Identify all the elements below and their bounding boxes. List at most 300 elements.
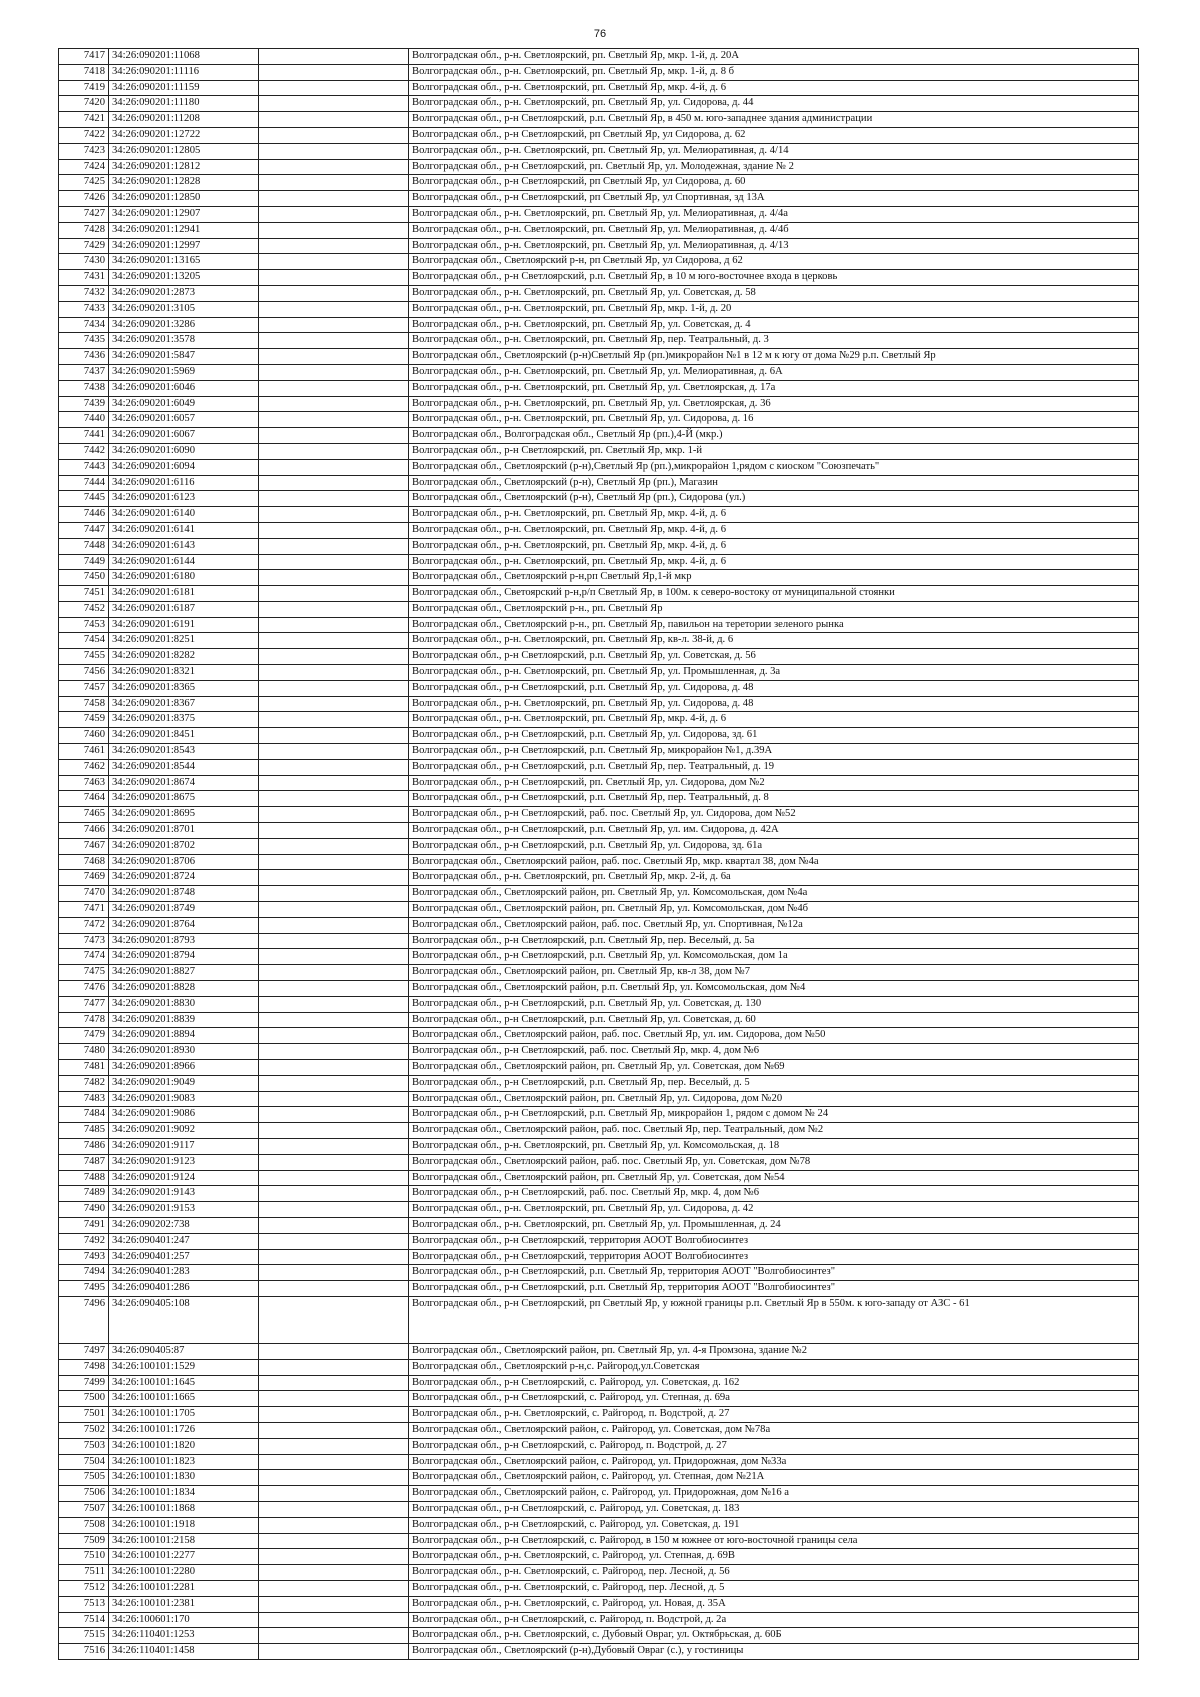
table-row	[59, 1060, 1139, 1076]
address: Волгоградская обл., Светлоярский район, рп. Светлый Яр, ул. 4-я Промзона, здание №2	[409, 1343, 1139, 1359]
cadastral-number: 34:26:090201:6046	[109, 380, 259, 396]
table-row	[59, 1533, 1139, 1549]
row-number: 7418	[59, 64, 109, 80]
blank-cell	[259, 1281, 409, 1297]
address: Волгоградская обл., р-н. Светлоярский, с. Дубовый Овраг, ул. Октябрьская, д. 60Б	[409, 1628, 1139, 1644]
cadastral-number: 34:26:090201:8544	[109, 759, 259, 775]
cadastral-number: 34:26:090201:8695	[109, 807, 259, 823]
blank-cell	[259, 1407, 409, 1423]
row-number: 7487	[59, 1154, 109, 1170]
row-number: 7441	[59, 428, 109, 444]
blank-cell	[259, 1028, 409, 1044]
address: Волгоградская обл., р-н Светлоярский, р.п. Светлый Яр, в 450 м. юго-западнее здания администрации	[409, 112, 1139, 128]
address: Волгоградская обл., р-н. Светлоярский, рп. Светлый Яр, ул. Мелиоративная, д. 4/4а	[409, 206, 1139, 222]
cadastral-number: 34:26:100101:2381	[109, 1596, 259, 1612]
row-number: 7514	[59, 1612, 109, 1628]
table-row	[59, 1391, 1139, 1407]
row-number: 7421	[59, 112, 109, 128]
address: Волгоградская обл., р-н Светлоярский, рп. Светлый Яр, ул. Молодежная, здание № 2	[409, 159, 1139, 175]
row-number: 7466	[59, 823, 109, 839]
table-row	[59, 680, 1139, 696]
address: Волгоградская обл., р-н Светлоярский, с. Райгород, п. Водстрой, д. 27	[409, 1438, 1139, 1454]
table-row	[59, 886, 1139, 902]
row-number: 7492	[59, 1233, 109, 1249]
row-number: 7490	[59, 1202, 109, 1218]
address: Волгоградская обл., р-н Светлоярский, с. Райгород, ул. Советская, д. 191	[409, 1517, 1139, 1533]
row-number: 7452	[59, 601, 109, 617]
table-row	[59, 380, 1139, 396]
cadastral-number: 34:26:090201:9083	[109, 1091, 259, 1107]
address: Волгоградская обл., Светлоярский (р-н), Светлый Яр (рп.), Сидорова (ул.)	[409, 491, 1139, 507]
row-number: 7447	[59, 522, 109, 538]
table-row	[59, 206, 1139, 222]
blank-cell	[259, 854, 409, 870]
address: Волгоградская обл., Светлоярский район, рп. Светлый Яр, ул. Комсомольская, дом №4б	[409, 902, 1139, 918]
address: Волгоградская обл., р-н Светлоярский, р.п. Светлый Яр, ул. Сидорова, зд. 61	[409, 728, 1139, 744]
blank-cell	[259, 1249, 409, 1265]
cadastral-number: 34:26:090201:8321	[109, 665, 259, 681]
address: Волгоградская обл., Светлоярский р-н., рп. Светлый Яр, павильон на теретории зеленого рынка	[409, 617, 1139, 633]
cadastral-number: 34:26:090201:8930	[109, 1044, 259, 1060]
blank-cell	[259, 570, 409, 586]
cadastral-number: 34:26:090202:738	[109, 1217, 259, 1233]
table-row	[59, 1138, 1139, 1154]
row-number: 7491	[59, 1217, 109, 1233]
address: Волгоградская обл., р-н Светлоярский, р.п. Светлый Яр, ул. Сидорова, зд. 61а	[409, 838, 1139, 854]
blank-cell	[259, 744, 409, 760]
blank-cell	[259, 1391, 409, 1407]
address: Волгоградская обл., Светлоярский район, рп. Светлый Яр, ул. Советская, дом №69	[409, 1060, 1139, 1076]
cadastral-number: 34:26:090405:108	[109, 1296, 259, 1343]
table-row	[59, 1091, 1139, 1107]
table-row	[59, 349, 1139, 365]
table-row	[59, 728, 1139, 744]
row-number: 7493	[59, 1249, 109, 1265]
row-number: 7430	[59, 254, 109, 270]
table-row	[59, 475, 1139, 491]
blank-cell	[259, 127, 409, 143]
row-number: 7504	[59, 1454, 109, 1470]
row-number: 7455	[59, 649, 109, 665]
address: Волгоградская обл., Светлоярский район, раб. пос. Светлый Яр, ул. им. Сидорова, дом №50	[409, 1028, 1139, 1044]
blank-cell	[259, 996, 409, 1012]
address: Волгоградская обл., Светлоярский р-н., рп. Светлый Яр	[409, 601, 1139, 617]
blank-cell	[259, 222, 409, 238]
row-number: 7460	[59, 728, 109, 744]
address: Волгоградская обл., р-н. Светлоярский, рп. Светлый Яр, ул. Мелиоративная, д. 4/4б	[409, 222, 1139, 238]
blank-cell	[259, 64, 409, 80]
address: Волгоградская обл., Светлоярский район, рп. Светлый Яр, кв-л 38, дом №7	[409, 965, 1139, 981]
row-number: 7498	[59, 1359, 109, 1375]
blank-cell	[259, 965, 409, 981]
table-row	[59, 1628, 1139, 1644]
table-row	[59, 1265, 1139, 1281]
address: Волгоградская обл., р-н. Светлоярский, рп. Светлый Яр, мкр. 1-й, д. 20А	[409, 49, 1139, 65]
table-row	[59, 1359, 1139, 1375]
table-row	[59, 396, 1139, 412]
blank-cell	[259, 586, 409, 602]
cadastral-number: 34:26:090201:8701	[109, 823, 259, 839]
table-row	[59, 64, 1139, 80]
table-row	[59, 1549, 1139, 1565]
address: Волгоградская обл., р-н. Светлоярский, рп. Светлый Яр, мкр. 4-й, д. 6	[409, 507, 1139, 523]
blank-cell	[259, 206, 409, 222]
cadastral-number: 34:26:090201:6181	[109, 586, 259, 602]
table-row	[59, 301, 1139, 317]
row-number: 7439	[59, 396, 109, 412]
cadastral-number: 34:26:090201:6094	[109, 459, 259, 475]
cadastral-number: 34:26:090201:13205	[109, 270, 259, 286]
table-row	[59, 507, 1139, 523]
address: Волгоградская обл., р-н. Светлоярский, рп. Светлый Яр, ул. Сидорова, д. 48	[409, 696, 1139, 712]
table-row	[59, 823, 1139, 839]
address: Волгоградская обл., р-н Светлоярский, р.п. Светлый Яр, ул. Сидорова, д. 48	[409, 680, 1139, 696]
cadastral-number: 34:26:090201:8839	[109, 1012, 259, 1028]
blank-cell	[259, 1533, 409, 1549]
row-number: 7461	[59, 744, 109, 760]
table-row	[59, 854, 1139, 870]
cadastral-number: 34:26:090201:6090	[109, 443, 259, 459]
row-number: 7423	[59, 143, 109, 159]
address: Волгоградская обл., р-н. Светлоярский, рп. Светлый Яр, мкр. 4-й, д. 6	[409, 554, 1139, 570]
address: Волгоградская обл., р-н Светлоярский, рп Светлый Яр, ул Сидорова, д. 60	[409, 175, 1139, 191]
cadastral-number: 34:26:090201:8830	[109, 996, 259, 1012]
cadastral-number: 34:26:090201:8375	[109, 712, 259, 728]
cadastral-number: 34:26:100101:1820	[109, 1438, 259, 1454]
address: Волгоградская обл., р-н Светлоярский, с. Райгород, п. Водстрой, д. 2а	[409, 1612, 1139, 1628]
cadastral-number: 34:26:100101:1705	[109, 1407, 259, 1423]
cadastral-number: 34:26:090201:6049	[109, 396, 259, 412]
table-row	[59, 1612, 1139, 1628]
cadastral-number: 34:26:090201:2873	[109, 285, 259, 301]
address: Волгоградская обл., р-н Светлоярский, р.п. Светлый Яр, пер. Веселый, д. 5а	[409, 933, 1139, 949]
row-number: 7417	[59, 49, 109, 65]
table-row	[59, 1407, 1139, 1423]
table-row	[59, 538, 1139, 554]
table-row	[59, 712, 1139, 728]
cadastral-number: 34:26:090201:8794	[109, 949, 259, 965]
row-number: 7467	[59, 838, 109, 854]
table-row	[59, 1202, 1139, 1218]
table-row	[59, 412, 1139, 428]
blank-cell	[259, 696, 409, 712]
blank-cell	[259, 1501, 409, 1517]
cadastral-number: 34:26:090405:87	[109, 1343, 259, 1359]
blank-cell	[259, 1170, 409, 1186]
address: Волгоградская обл., р-н. Светлоярский, с. Райгород, ул. Новая, д. 35А	[409, 1596, 1139, 1612]
address: Волгоградская обл., р-н. Светлоярский, рп. Светлый Яр, ул. Промышленная, д. 24	[409, 1217, 1139, 1233]
blank-cell	[259, 1060, 409, 1076]
row-number: 7432	[59, 285, 109, 301]
blank-cell	[259, 317, 409, 333]
blank-cell	[259, 522, 409, 538]
row-number: 7477	[59, 996, 109, 1012]
table-row	[59, 1075, 1139, 1091]
cadastral-number: 34:26:090201:3105	[109, 301, 259, 317]
row-number: 7469	[59, 870, 109, 886]
row-number: 7472	[59, 917, 109, 933]
row-number: 7425	[59, 175, 109, 191]
blank-cell	[259, 49, 409, 65]
table-row	[59, 554, 1139, 570]
blank-cell	[259, 1217, 409, 1233]
address: Волгоградская обл., р-н Светлоярский, рп Светлый Яр, ул Спортивная, зд 13А	[409, 191, 1139, 207]
address: Волгоградская обл., р-н Светлоярский, с. Райгород, ул. Советская, д. 162	[409, 1375, 1139, 1391]
blank-cell	[259, 175, 409, 191]
address: Волгоградская обл., Светлоярский (р-н),Светлый Яр (рп.),микрорайон 1,рядом с киоском "Союзпечать"	[409, 459, 1139, 475]
table-row	[59, 1596, 1139, 1612]
blank-cell	[259, 285, 409, 301]
row-number: 7506	[59, 1486, 109, 1502]
address: Волгоградская обл., р-н Светлоярский, р.п. Светлый Яр, ул. Советская, д. 56	[409, 649, 1139, 665]
row-number: 7511	[59, 1565, 109, 1581]
table-row	[59, 428, 1139, 444]
row-number: 7476	[59, 981, 109, 997]
table-row	[59, 933, 1139, 949]
address: Волгоградская обл., р-н Светлоярский, р.п. Светлый Яр, ул. Советская, д. 60	[409, 1012, 1139, 1028]
row-number: 7427	[59, 206, 109, 222]
registry-table-body	[59, 49, 1139, 1660]
cadastral-number: 34:26:090201:11068	[109, 49, 259, 65]
address: Волгоградская обл., р-н Светлоярский, территория АООТ Волгобиосинтез	[409, 1233, 1139, 1249]
blank-cell	[259, 1628, 409, 1644]
address: Волгоградская обл., р-н Светлоярский, р.п. Светлый Яр, ул. им. Сидорова, д. 42А	[409, 823, 1139, 839]
table-row	[59, 775, 1139, 791]
blank-cell	[259, 112, 409, 128]
table-row	[59, 1454, 1139, 1470]
address: Волгоградская обл., Светлоярский район, раб. пос. Светлый Яр, ул. Советская, дом №78	[409, 1154, 1139, 1170]
row-number: 7473	[59, 933, 109, 949]
table-row	[59, 443, 1139, 459]
cadastral-number: 34:26:090201:12850	[109, 191, 259, 207]
blank-cell	[259, 1359, 409, 1375]
cadastral-number: 34:26:090201:8793	[109, 933, 259, 949]
blank-cell	[259, 1202, 409, 1218]
table-row	[59, 696, 1139, 712]
blank-cell	[259, 396, 409, 412]
table-row	[59, 1296, 1139, 1343]
table-row	[59, 1012, 1139, 1028]
address: Волгоградская обл., р-н Светлоярский, с. Райгород, ул. Советская, д. 183	[409, 1501, 1139, 1517]
table-row	[59, 285, 1139, 301]
cadastral-number: 34:26:090201:8706	[109, 854, 259, 870]
cadastral-number: 34:26:100101:1529	[109, 1359, 259, 1375]
row-number: 7496	[59, 1296, 109, 1343]
address: Волгоградская обл., р-н. Светлоярский, рп. Светлый Яр, мкр. 4-й, д. 6	[409, 80, 1139, 96]
blank-cell	[259, 301, 409, 317]
table-row	[59, 759, 1139, 775]
row-number: 7479	[59, 1028, 109, 1044]
blank-cell	[259, 1644, 409, 1660]
address: Волгоградская обл., р-н Светлоярский, раб. пос. Светлый Яр, ул. Сидорова, дом №52	[409, 807, 1139, 823]
address: Волгоградская обл., р-н. Светлоярский, рп. Светлый Яр, ул. Мелиоративная, д. 4/14	[409, 143, 1139, 159]
address: Волгоградская обл., р-н Светлоярский, рп. Светлый Яр, мкр. 1-й	[409, 443, 1139, 459]
cadastral-number: 34:26:090201:8724	[109, 870, 259, 886]
blank-cell	[259, 1454, 409, 1470]
row-number: 7478	[59, 1012, 109, 1028]
cadastral-number: 34:26:090201:8675	[109, 791, 259, 807]
row-number: 7445	[59, 491, 109, 507]
table-row	[59, 1170, 1139, 1186]
row-number: 7503	[59, 1438, 109, 1454]
address: Волгоградская обл., р-н Светлоярский, р.п. Светлый Яр, пер. Театральный, д. 19	[409, 759, 1139, 775]
table-row	[59, 870, 1139, 886]
cadastral-number: 34:26:110401:1253	[109, 1628, 259, 1644]
blank-cell	[259, 1517, 409, 1533]
address: Волгоградская обл., р-н. Светлоярский, рп. Светлый Яр, ул. Сидорова, д. 16	[409, 412, 1139, 428]
cadastral-number: 34:26:090201:3578	[109, 333, 259, 349]
cadastral-number: 34:26:090201:8702	[109, 838, 259, 854]
blank-cell	[259, 870, 409, 886]
blank-cell	[259, 554, 409, 570]
table-row	[59, 902, 1139, 918]
cadastral-number: 34:26:090201:8451	[109, 728, 259, 744]
cadastral-number: 34:26:090201:12828	[109, 175, 259, 191]
table-row	[59, 175, 1139, 191]
table-row	[59, 617, 1139, 633]
cadastral-number: 34:26:090201:9049	[109, 1075, 259, 1091]
table-row	[59, 633, 1139, 649]
table-row	[59, 491, 1139, 507]
blank-cell	[259, 807, 409, 823]
table-row	[59, 838, 1139, 854]
row-number: 7474	[59, 949, 109, 965]
cadastral-number: 34:26:090201:11116	[109, 64, 259, 80]
cadastral-number: 34:26:090201:9123	[109, 1154, 259, 1170]
row-number: 7495	[59, 1281, 109, 1297]
row-number: 7437	[59, 364, 109, 380]
table-row	[59, 1044, 1139, 1060]
cadastral-number: 34:26:090201:8251	[109, 633, 259, 649]
row-number: 7456	[59, 665, 109, 681]
cadastral-number: 34:26:090201:5847	[109, 349, 259, 365]
blank-cell	[259, 80, 409, 96]
blank-cell	[259, 902, 409, 918]
address: Волгоградская обл., Светлоярский район, раб. пос. Светлый Яр, ул. Спортивная, №12а	[409, 917, 1139, 933]
table-row	[59, 1470, 1139, 1486]
table-row	[59, 649, 1139, 665]
row-number: 7489	[59, 1186, 109, 1202]
row-number: 7429	[59, 238, 109, 254]
cadastral-number: 34:26:090201:11208	[109, 112, 259, 128]
address: Волгоградская обл., р-н Светлоярский, р.п. Светлый Яр, территория АООТ "Волгобиосинтез"	[409, 1265, 1139, 1281]
cadastral-number: 34:26:090201:8674	[109, 775, 259, 791]
table-row	[59, 270, 1139, 286]
blank-cell	[259, 443, 409, 459]
cadastral-number: 34:26:090201:9124	[109, 1170, 259, 1186]
cadastral-number: 34:26:100601:170	[109, 1612, 259, 1628]
table-row	[59, 127, 1139, 143]
cadastral-number: 34:26:090201:8827	[109, 965, 259, 981]
row-number: 7497	[59, 1343, 109, 1359]
address: Волгоградская обл., р-н Светлоярский, с. Райгород, ул. Степная, д. 69а	[409, 1391, 1139, 1407]
blank-cell	[259, 254, 409, 270]
blank-cell	[259, 1012, 409, 1028]
row-number: 7463	[59, 775, 109, 791]
row-number: 7464	[59, 791, 109, 807]
blank-cell	[259, 1138, 409, 1154]
address: Волгоградская обл., р-н Светлоярский, р.п. Светлый Яр, пер. Веселый, д. 5	[409, 1075, 1139, 1091]
blank-cell	[259, 1296, 409, 1343]
table-row	[59, 1186, 1139, 1202]
blank-cell	[259, 333, 409, 349]
blank-cell	[259, 270, 409, 286]
blank-cell	[259, 1580, 409, 1596]
cadastral-number: 34:26:100101:1868	[109, 1501, 259, 1517]
blank-cell	[259, 380, 409, 396]
address: Волгоградская обл., р-н Светлоярский, р.п. Светлый Яр, микрорайон 1, рядом с домом № 24	[409, 1107, 1139, 1123]
table-row	[59, 586, 1139, 602]
blank-cell	[259, 475, 409, 491]
table-row	[59, 996, 1139, 1012]
table-row	[59, 1517, 1139, 1533]
table-row	[59, 601, 1139, 617]
row-number: 7515	[59, 1628, 109, 1644]
table-row	[59, 1422, 1139, 1438]
cadastral-number: 34:26:090401:257	[109, 1249, 259, 1265]
cadastral-number: 34:26:100101:1918	[109, 1517, 259, 1533]
blank-cell	[259, 1107, 409, 1123]
cadastral-number: 34:26:090201:8282	[109, 649, 259, 665]
blank-cell	[259, 775, 409, 791]
cadastral-number: 34:26:090201:12907	[109, 206, 259, 222]
cadastral-number: 34:26:110401:1458	[109, 1644, 259, 1660]
blank-cell	[259, 1233, 409, 1249]
row-number: 7510	[59, 1549, 109, 1565]
table-row	[59, 191, 1139, 207]
address: Волгоградская обл., р-н Светлоярский, р.п. Светлый Яр, территория АООТ "Волгобиосинтез"	[409, 1281, 1139, 1297]
cadastral-number: 34:26:090201:8828	[109, 981, 259, 997]
cadastral-number: 34:26:090201:6143	[109, 538, 259, 554]
address: Волгоградская обл., Светлоярский район, рп. Светлый Яр, ул. Комсомольская, дом №4а	[409, 886, 1139, 902]
table-row	[59, 522, 1139, 538]
table-row	[59, 965, 1139, 981]
blank-cell	[259, 459, 409, 475]
table-row	[59, 364, 1139, 380]
address: Волгоградская обл., Светоярский р-н,р/п Светлый Яр, в 100м. к северо-востоку от муниципальной стоянки	[409, 586, 1139, 602]
blank-cell	[259, 1612, 409, 1628]
address: Волгоградская обл., Светлоярский район, с. Райгород, ул. Советская, дом №78а	[409, 1422, 1139, 1438]
row-number: 7470	[59, 886, 109, 902]
address: Волгоградская обл., р-н Светлоярский, р.п. Светлый Яр, ул. Комсомольская, дом 1а	[409, 949, 1139, 965]
cadastral-number: 34:26:100101:1726	[109, 1422, 259, 1438]
blank-cell	[259, 538, 409, 554]
cadastral-number: 34:26:090201:8966	[109, 1060, 259, 1076]
row-number: 7482	[59, 1075, 109, 1091]
cadastral-number: 34:26:090201:11180	[109, 96, 259, 112]
address: Волгоградская обл., р-н Светлоярский, р.п. Светлый Яр, пер. Театральный, д. 8	[409, 791, 1139, 807]
row-number: 7420	[59, 96, 109, 112]
cadastral-number: 34:26:090201:12722	[109, 127, 259, 143]
blank-cell	[259, 238, 409, 254]
row-number: 7480	[59, 1044, 109, 1060]
cadastral-number: 34:26:100101:1645	[109, 1375, 259, 1391]
registry-table	[58, 48, 1139, 1660]
row-number: 7434	[59, 317, 109, 333]
table-row	[59, 1580, 1139, 1596]
blank-cell	[259, 1549, 409, 1565]
blank-cell	[259, 1375, 409, 1391]
address: Волгоградская обл., р-н. Светлоярский, с. Райгород, п. Водстрой, д. 27	[409, 1407, 1139, 1423]
blank-cell	[259, 949, 409, 965]
address: Волгоградская обл., Светлоярский р-н,рп Светлый Яр,1-й мкр	[409, 570, 1139, 586]
cadastral-number: 34:26:100101:2280	[109, 1565, 259, 1581]
row-number: 7419	[59, 80, 109, 96]
address: Волгоградская обл., Светлоярский район, раб. пос. Светлый Яр, пер. Театральный, дом №2	[409, 1123, 1139, 1139]
address: Волгоградская обл., Светлоярский район, раб. пос. Светлый Яр, мкр. квартал 38, дом №4а	[409, 854, 1139, 870]
cadastral-number: 34:26:090201:12997	[109, 238, 259, 254]
address: Волгоградская обл., р-н Светлоярский, р.п. Светлый Яр, микрорайон №1, д.39А	[409, 744, 1139, 760]
